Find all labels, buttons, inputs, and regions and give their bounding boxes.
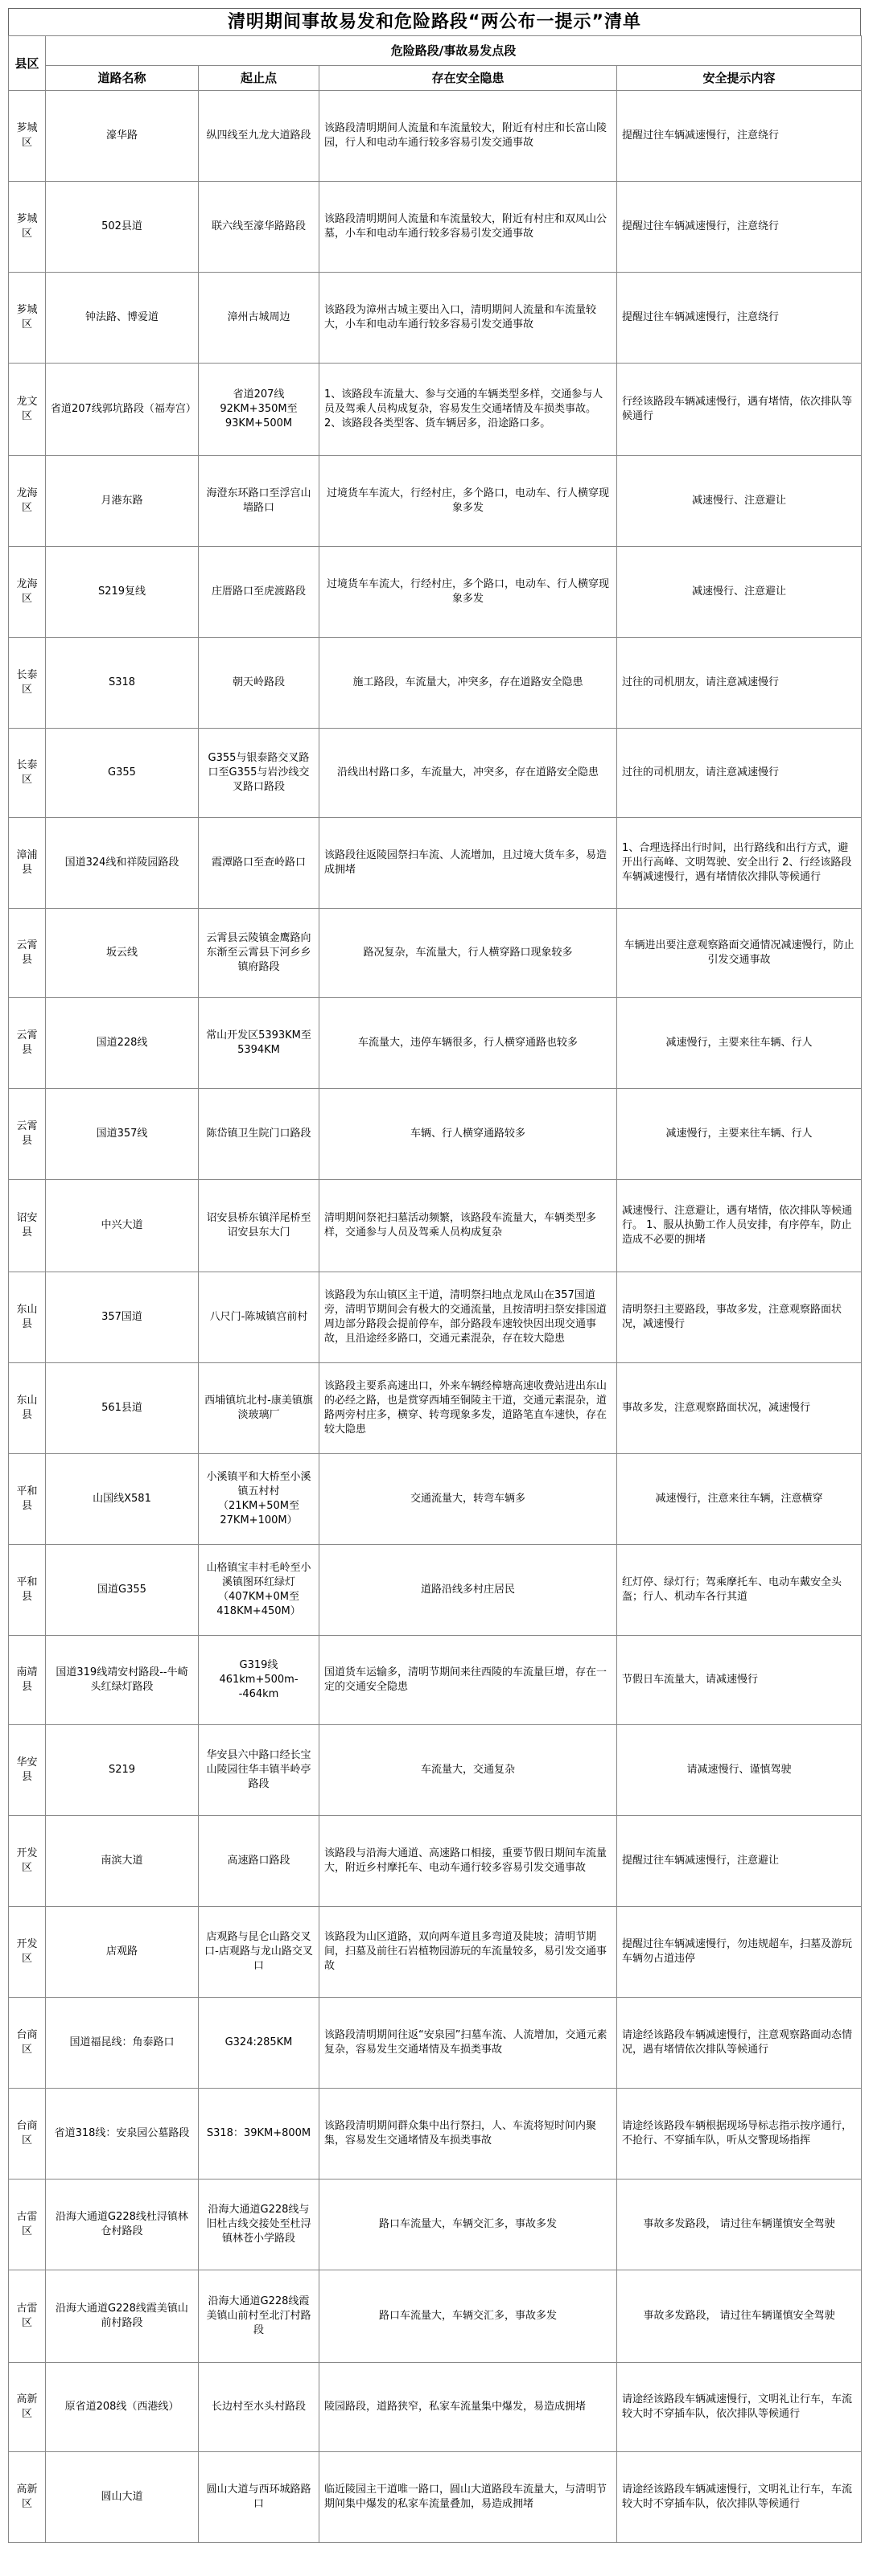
safety-tip-cell: 请途经该路段车辆减速慢行，文明礼让行车，车流较大时不穿插车队，依次排队等候通行 xyxy=(617,2363,862,2452)
range-cell: 漳州古城周边 xyxy=(199,273,319,364)
hazard-cell: 该路段为山区道路，双向两车道且多弯道及陡坡；清明节期间，扫墓及前往石岩植物园游玩的车流量较多，易引发交通事故 xyxy=(319,1907,617,1998)
county-cell: 台商区 xyxy=(9,2089,46,2180)
hazard-cell: 交通流量大，转弯车辆多 xyxy=(319,1454,617,1545)
road-name-cell: 原省道208线（西港线） xyxy=(46,2363,199,2452)
range-cell: G319线 461km+500m--464km xyxy=(199,1636,319,1725)
safety-tip-cell: 提醒过往车辆减速慢行，注意绕行 xyxy=(617,91,862,182)
hazard-cell: 该路段清明期间人流量和车流量较大，附近有村庄和长富山陵园，行人和电动车通行较多容易引发交通事故 xyxy=(319,91,617,182)
road-name-cell: 坂云线 xyxy=(46,909,199,998)
header-hazard: 存在安全隐患 xyxy=(319,66,617,91)
range-cell: 山格镇宝丰村毛岭至小溪镇图环红绿灯 （407KM+0M至 418KM+450M） xyxy=(199,1545,319,1636)
road-name-cell: 圆山大道 xyxy=(46,2452,199,2543)
county-cell: 东山县 xyxy=(9,1272,46,1363)
safety-tip-cell: 请减速慢行、谨慎驾驶 xyxy=(617,1725,862,1816)
range-cell: 长边村至水头村路段 xyxy=(199,2363,319,2452)
range-cell: 八尺门-陈城镇宫前村 xyxy=(199,1272,319,1363)
table-row xyxy=(9,1363,862,1454)
range-cell: 小溪镇平和大桥至小溪镇五村村 （21KM+50M至 27KM+100M） xyxy=(199,1454,319,1545)
road-name-cell: 月港东路 xyxy=(46,456,199,547)
hazard-cell: 路口车流量大，车辆交汇多，事故多发 xyxy=(319,2180,617,2270)
county-cell: 芗城区 xyxy=(9,91,46,182)
county-cell: 高新区 xyxy=(9,2363,46,2452)
county-cell: 长泰区 xyxy=(9,638,46,729)
hazard-cell: 该路段清明期间往返“安泉园”扫墓车流、人流增加，交通元素复杂，容易发生交通堵情及车损类事故 xyxy=(319,1998,617,2089)
table-row xyxy=(9,1180,862,1272)
safety-tip-cell: 请途经该路段车辆减速慢行，注意观察路面动态情况，遇有堵情依次排队等候通行 xyxy=(617,1998,862,2089)
table-row xyxy=(9,364,862,456)
range-cell: 沿海大通道G228线与旧杜古线交接处至杜浔镇林苍小学路段 xyxy=(199,2180,319,2270)
range-cell: 华安县六中路口经长宝山陵园往华丰镇半岭亭路段 xyxy=(199,1725,319,1816)
hazard-cell: 该路段往返陵园祭扫车流、人流增加，且过境大货车多，易造成拥堵 xyxy=(319,818,617,909)
table-row xyxy=(9,2452,862,2543)
road-name-cell: 国道357线 xyxy=(46,1089,199,1180)
safety-tip-cell: 请途经该路段车辆根据现场导标志指示按序通行，不抢行、不穿插车队，听从交警现场指挥 xyxy=(617,2089,862,2180)
county-cell: 南靖县 xyxy=(9,1636,46,1725)
table-row xyxy=(9,1725,862,1816)
safety-tip-cell: 请途经该路段车辆减速慢行，文明礼让行车，车流较大时不穿插车队，依次排队等候通行 xyxy=(617,2452,862,2543)
range-cell: 纵四线至九龙大道路段 xyxy=(199,91,319,182)
county-cell: 芗城区 xyxy=(9,273,46,364)
county-cell: 诏安县 xyxy=(9,1180,46,1272)
safety-tip-cell: 行经该路段车辆减速慢行，遇有堵情，依次排队等候通行 xyxy=(617,364,862,456)
safety-tip-cell: 车辆进出要注意观察路面交通情况减速慢行，防止引发交通事故 xyxy=(617,909,862,998)
county-cell: 漳浦县 xyxy=(9,818,46,909)
county-cell: 芗城区 xyxy=(9,182,46,273)
table-row xyxy=(9,1816,862,1907)
safety-tip-cell: 减速慢行、注意避让，遇有堵情，依次排队等候通行。 1、服从执勤工作人员安排，有序停车，防止造成不必要的拥堵 xyxy=(617,1180,862,1272)
hazard-cell: 陵园路段，道路狭窄，私家车流量集中爆发，易造成拥堵 xyxy=(319,2363,617,2452)
table-row xyxy=(9,638,862,729)
hazard-cell: 车辆、行人横穿通路较多 xyxy=(319,1089,617,1180)
range-cell: 联六线至濠华路路段 xyxy=(199,182,319,273)
range-cell: 西埔镇坑北村-康美镇旗淡玻璃厂 xyxy=(199,1363,319,1454)
safety-tip-cell: 事故多发，注意观察路面状况，减速慢行 xyxy=(617,1363,862,1454)
safety-tip-cell: 减速慢行，主要来往车辆、行人 xyxy=(617,998,862,1089)
range-cell: 店观路与昆仑山路交叉口-店观路与龙山路交叉口 xyxy=(199,1907,319,1998)
safety-tip-cell: 事故多发路段， 请过往车辆谨慎安全驾驶 xyxy=(617,2270,862,2363)
range-cell: 沿海大通道G228线霞美镇山前村至北汀村路段 xyxy=(199,2270,319,2363)
road-name-cell: 国道G355 xyxy=(46,1545,199,1636)
table-row xyxy=(9,547,862,638)
road-name-cell: 国道福昆线：角泰路口 xyxy=(46,1998,199,2089)
road-name-cell: 店观路 xyxy=(46,1907,199,1998)
safety-tip-cell: 事故多发路段， 请过往车辆谨慎安全驾驶 xyxy=(617,2180,862,2270)
road-name-cell: 中兴大道 xyxy=(46,1180,199,1272)
county-cell: 云霄县 xyxy=(9,998,46,1089)
hazard-cell: 国道货车运输多，清明节期间来往西陵的车流量巨增，存在一定的交通安全隐患 xyxy=(319,1636,617,1725)
safety-tip-cell: 减速慢行、注意避让 xyxy=(617,456,862,547)
range-cell: 海澄东环路口至浮宫山墙路口 xyxy=(199,456,319,547)
table-row xyxy=(9,1272,862,1363)
table-row xyxy=(9,909,862,998)
hazard-cell: 施工路段，车流量大，冲突多，存在道路安全隐患 xyxy=(319,638,617,729)
table-row xyxy=(9,1907,862,1998)
hazard-cell: 过境货车车流大，行经村庄，多个路口，电动车、行人横穿现象多发 xyxy=(319,456,617,547)
road-name-cell: 国道319线靖安村路段--牛崎头红绿灯路段 xyxy=(46,1636,199,1725)
safety-tip-cell: 减速慢行，主要来往车辆、行人 xyxy=(617,1089,862,1180)
road-name-cell: S219 xyxy=(46,1725,199,1816)
road-name-cell: 省道318线：安泉园公墓路段 xyxy=(46,2089,199,2180)
range-cell: G355与银泰路交叉路口至G355与岩沙线交叉路口路段 xyxy=(199,729,319,818)
range-cell: S318：39KM+800M xyxy=(199,2089,319,2180)
hazard-cell: 路况复杂，车流量大，行人横穿路口现象较多 xyxy=(319,909,617,998)
county-cell: 东山县 xyxy=(9,1363,46,1454)
hazard-cell: 车流量大，交通复杂 xyxy=(319,1725,617,1816)
range-cell: 诏安县桥东镇洋尾桥至诏安县东大门 xyxy=(199,1180,319,1272)
document-title: 清明期间事故易发和危险路段“两公布一提示”清单 xyxy=(8,8,861,35)
header-road: 道路名称 xyxy=(46,66,199,91)
table-row xyxy=(9,182,862,273)
safety-tip-cell: 提醒过往车辆减速慢行，注意绕行 xyxy=(617,273,862,364)
county-cell: 古雷区 xyxy=(9,2270,46,2363)
hazard-cell: 路口车流量大，车辆交汇多，事故多发 xyxy=(319,2270,617,2363)
hazard-cell: 清明期间祭祀扫墓活动频繁，该路段车流量大，车辆类型多样，交通参与人员及驾乘人员构成复杂 xyxy=(319,1180,617,1272)
hazard-cell: 1、该路段车流量大、参与交通的车辆类型多样，交通参与人员及驾乘人员构成复杂，容易发生交通堵情及车损类事故。 2、该路段各类型客、货车辆居多，沿途路口多。 xyxy=(319,364,617,456)
road-name-cell: 561县道 xyxy=(46,1363,199,1454)
range-cell: 高速路口路段 xyxy=(199,1816,319,1907)
safety-tip-cell: 提醒过往车辆减速慢行，勿违规超车，扫墓及游玩车辆勿占道违停 xyxy=(617,1907,862,1998)
road-name-cell: 南滨大道 xyxy=(46,1816,199,1907)
road-name-cell: 沿海大通道G228线霞美镇山前村路段 xyxy=(46,2270,199,2363)
table-row xyxy=(9,2270,862,2363)
road-name-cell: 沿海大通道G228线杜浔镇林仓村路段 xyxy=(46,2180,199,2270)
hazard-cell: 该路段与沿海大通道、高速路口相接，重要节假日期间车流量大，附近乡村摩托车、电动车通行较多容易引发交通事故 xyxy=(319,1816,617,1907)
table-row xyxy=(9,2180,862,2270)
table-row xyxy=(9,1636,862,1725)
range-cell: 省道207线 92KM+350M至 93KM+500M xyxy=(199,364,319,456)
hazard-cell: 该路段清明期间人流量和车流量较大，附近有村庄和双凤山公墓，小车和电动车通行较多容易引发交通事故 xyxy=(319,182,617,273)
table-row xyxy=(9,91,862,182)
hazard-cell: 临近陵园主干道唯一路口，圆山大道路段车流量大，与清明节期间集中爆发的私家车流量叠加，易造成拥堵 xyxy=(319,2452,617,2543)
county-cell: 台商区 xyxy=(9,1998,46,2089)
range-cell: 常山开发区5393KM至5394KM xyxy=(199,998,319,1089)
safety-tip-cell: 减速慢行，注意来往车辆，注意横穿 xyxy=(617,1454,862,1545)
county-cell: 平和县 xyxy=(9,1454,46,1545)
hazard-cell: 该路段清明期间群众集中出行祭扫，人、车流将短时间内聚集，容易发生交通堵情及车损类事故 xyxy=(319,2089,617,2180)
county-cell: 云霄县 xyxy=(9,1089,46,1180)
hazard-cell: 道路沿线多村庄居民 xyxy=(319,1545,617,1636)
safety-tip-cell: 清明祭扫主要路段，事故多发，注意观察路面状况，减速慢行 xyxy=(617,1272,862,1363)
header-tip: 安全提示内容 xyxy=(617,66,862,91)
safety-tip-cell: 提醒过往车辆减速慢行，注意绕行 xyxy=(617,182,862,273)
hazard-cell: 该路段为漳州古城主要出入口，清明期间人流量和车流量较大，小车和电动车通行较多容易引发交通事故 xyxy=(319,273,617,364)
road-name-cell: 钟法路、博爱道 xyxy=(46,273,199,364)
road-name-cell: 国道228线 xyxy=(46,998,199,1089)
safety-tip-cell: 过往的司机朋友，请注意减速慢行 xyxy=(617,729,862,818)
road-name-cell: 502县道 xyxy=(46,182,199,273)
county-cell: 开发区 xyxy=(9,1816,46,1907)
county-cell: 龙海区 xyxy=(9,547,46,638)
safety-tip-cell: 节假日车流量大，请减速慢行 xyxy=(617,1636,862,1725)
range-cell: G324:285KM xyxy=(199,1998,319,2089)
header-range: 起止点 xyxy=(199,66,319,91)
range-cell: 朝天岭路段 xyxy=(199,638,319,729)
hazard-cell: 车流量大，违停车辆很多，行人横穿通路也较多 xyxy=(319,998,617,1089)
range-cell: 圆山大道与西环城路路口 xyxy=(199,2452,319,2543)
road-name-cell: G355 xyxy=(46,729,199,818)
road-name-cell: 省道207线郭坑路段（福寿宫） xyxy=(46,364,199,456)
county-cell: 古雷区 xyxy=(9,2180,46,2270)
range-cell: 庄厝路口至虎渡路段 xyxy=(199,547,319,638)
range-cell: 陈岱镇卫生院门口路段 xyxy=(199,1089,319,1180)
county-cell: 龙海区 xyxy=(9,456,46,547)
county-cell: 华安县 xyxy=(9,1725,46,1816)
header-group: 危险路段/事故易发点段 xyxy=(46,36,862,66)
county-cell: 开发区 xyxy=(9,1907,46,1998)
header-county: 县区 xyxy=(9,36,46,91)
table-row xyxy=(9,998,862,1089)
safety-tip-cell: 红灯停、绿灯行；驾乘摩托车、电动车戴安全头盔；行人、机动车各行其道 xyxy=(617,1545,862,1636)
safety-tip-cell: 提醒过往车辆减速慢行，注意避让 xyxy=(617,1816,862,1907)
county-cell: 龙文区 xyxy=(9,364,46,456)
road-name-cell: S318 xyxy=(46,638,199,729)
table-row xyxy=(9,729,862,818)
road-name-cell: 国道324线和祥陵园路段 xyxy=(46,818,199,909)
safety-tip-cell: 过往的司机朋友，请注意减速慢行 xyxy=(617,638,862,729)
hazard-road-table xyxy=(8,35,862,2543)
hazard-cell: 该路段主要系高速出口，外来车辆经樟塘高速收费站进出东山的必经之路，也是赏穿西埔至铜陵主干道，交通元素混杂，道路两旁村庄多，横穿、转弯现象多发，道路笔直车速快，存在较大隐患 xyxy=(319,1363,617,1454)
road-name-cell: 山国线X581 xyxy=(46,1454,199,1545)
table-row xyxy=(9,1998,862,2089)
safety-tip-cell: 减速慢行、注意避让 xyxy=(617,547,862,638)
table-row xyxy=(9,2363,862,2452)
table-body xyxy=(9,91,862,2543)
document-sheet xyxy=(8,8,861,2543)
road-name-cell: 357国道 xyxy=(46,1272,199,1363)
table-row xyxy=(9,818,862,909)
county-cell: 平和县 xyxy=(9,1545,46,1636)
range-cell: 云霄县云陵镇金鹰路向东渐至云霄县下河乡乡镇府路段 xyxy=(199,909,319,998)
table-row xyxy=(9,1545,862,1636)
table-row xyxy=(9,273,862,364)
table-row xyxy=(9,1089,862,1180)
table-row xyxy=(9,2089,862,2180)
table-row xyxy=(9,1454,862,1545)
county-cell: 长泰区 xyxy=(9,729,46,818)
table-row xyxy=(9,456,862,547)
safety-tip-cell: 1、合理选择出行时间，出行路线和出行方式，避开出行高峰、文明驾驶、安全出行 2、行经该路段车辆减速慢行，遇有堵情依次排队等候通行 xyxy=(617,818,862,909)
hazard-cell: 过境货车车流大，行经村庄，多个路口，电动车、行人横穿现象多发 xyxy=(319,547,617,638)
county-cell: 云霄县 xyxy=(9,909,46,998)
range-cell: 霞潭路口至查岭路口 xyxy=(199,818,319,909)
road-name-cell: 濠华路 xyxy=(46,91,199,182)
road-name-cell: S219复线 xyxy=(46,547,199,638)
county-cell: 高新区 xyxy=(9,2452,46,2543)
hazard-cell: 沿线出村路口多，车流量大，冲突多，存在道路安全隐患 xyxy=(319,729,617,818)
hazard-cell: 该路段为东山镇区主干道，清明祭扫地点龙凤山在357国道旁，清明节期间会有极大的交通流量，且按清明扫祭安排国道周边部分路段会提前停车，部分路段车速较快因出现交通事故，且沿途经多路口，交通元素混杂，存在较大隐患 xyxy=(319,1272,617,1363)
